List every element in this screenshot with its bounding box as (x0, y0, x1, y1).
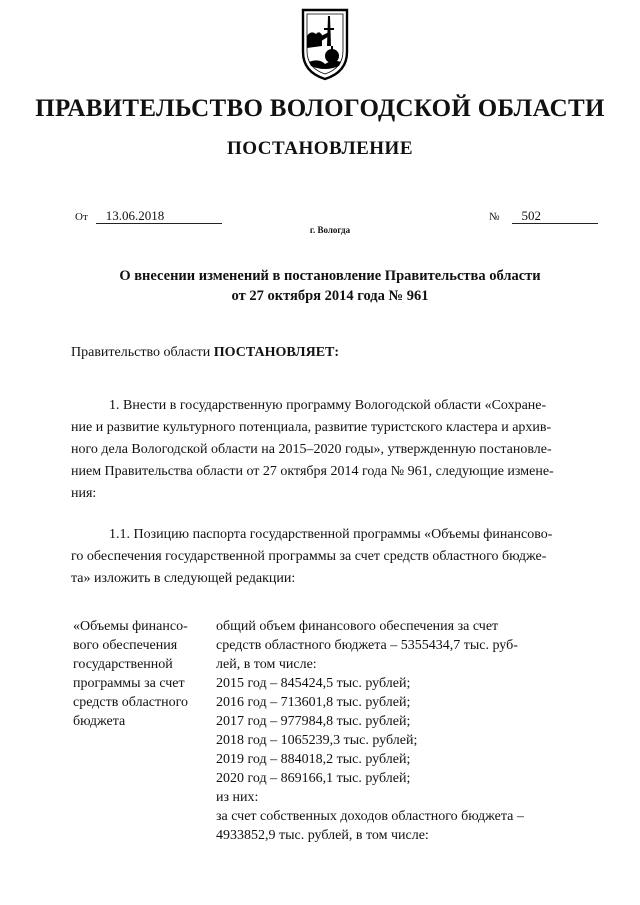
label-line: программы за счет (73, 676, 185, 691)
value-line: за счет собственных доходов областного бюджета – (216, 809, 524, 824)
value-line: из них: (216, 790, 259, 805)
value-line: средств областного бюджета – 5355434,7 тыс. руб- (216, 638, 518, 653)
value-line: общий объем финансового обеспечения за счет (216, 619, 499, 634)
paragraph-1 (71, 395, 571, 505)
value-line: 2016 год – 713601,8 тыс. рублей; (216, 695, 411, 710)
p2-line: 1.1. Позицию паспорта государственной программы «Объемы финансово- (109, 527, 553, 542)
decree-word: ПОСТАНОВЛЯЕТ: (213, 345, 340, 360)
number-block (489, 207, 598, 225)
p1-line: ного дела Вологодской области на 2015–2020 годы», утвержденную постановле- (71, 442, 552, 457)
document-title (70, 266, 590, 306)
p1-line: нием Правительства области от 27 октября 2014 года № 961, следующие измене- (71, 464, 554, 479)
p2-line: та» изложить в следующей редакции: (71, 571, 296, 586)
label-line: «Объемы финансо- (73, 619, 188, 634)
label-line: вого обеспечения (73, 638, 178, 653)
value-line: 2018 год – 1065239,3 тыс. рублей; (216, 733, 418, 748)
p1-line: ние и развитие культурного потенциала, развитие туристского кластера и архив- (71, 420, 552, 435)
date-value: 13.06.2018 (96, 209, 222, 224)
number-prefix: № (489, 211, 500, 223)
date-block (75, 207, 222, 225)
label-line: бюджета (73, 714, 126, 729)
coat-of-arms-emblem (299, 6, 351, 82)
value-line: лей, в том числе: (216, 657, 317, 672)
value-line: 2019 год – 884018,2 тыс. рублей; (216, 752, 411, 767)
organization-name: ПРАВИТЕЛЬСТВО ВОЛОГОДСКОЙ ОБЛАСТИ (35, 95, 605, 122)
title-line-2: от 27 октября 2014 года № 961 (231, 288, 429, 304)
value-line: 2015 год – 845424,5 тыс. рублей; (216, 676, 411, 691)
title-line-1: О внесении изменений в постановление Правительства области (119, 268, 541, 284)
financing-value-cell (216, 617, 576, 845)
value-line: 4933852,9 тыс. рублей, в том числе: (216, 828, 429, 843)
city: г. Вологда (309, 225, 351, 235)
p1-line: 1. Внести в государственную программу Вологодской области «Сохране- (109, 398, 547, 413)
document-type: ПОСТАНОВЛЕНИЕ (226, 138, 414, 159)
value-line: 2020 год – 869166,1 тыс. рублей; (216, 771, 411, 786)
p1-line: ния: (71, 486, 97, 501)
financing-label-cell (73, 617, 208, 731)
decree-prefix: Правительство области (71, 345, 214, 360)
paragraph-2 (71, 524, 571, 590)
label-line: средств областного (73, 695, 189, 710)
label-line: государственной (73, 657, 173, 672)
value-line: 2017 год – 977984,8 тыс. рублей; (216, 714, 411, 729)
number-value: 502 (512, 209, 598, 224)
p2-line: го обеспечения государственной программы за счет средств областного бюдже- (71, 549, 547, 564)
decree-line (71, 342, 339, 364)
date-prefix: От (75, 211, 88, 223)
